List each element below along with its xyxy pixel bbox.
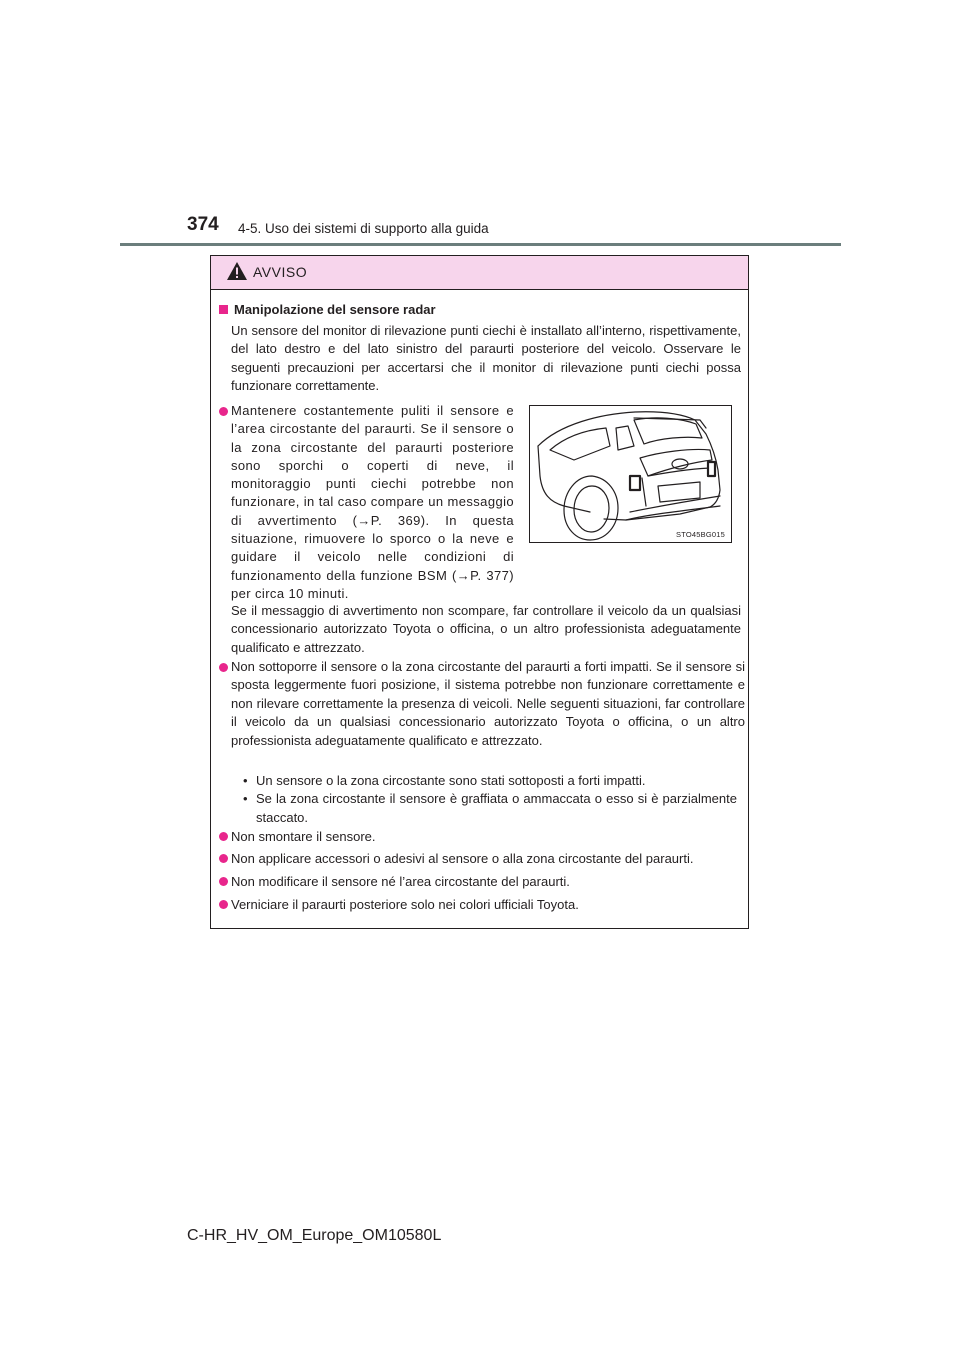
paragraph-warning-message: Se il messaggio di avvertimento non scompare, far controllare il veicolo da un qualsiasi concessionario autorizzato Toyota o officina, o un altro professionista adeguatamente qualificato e attrezzato. (231, 603, 741, 655)
figure-code: STO45BG015 (676, 530, 725, 539)
warning-header (211, 256, 748, 290)
dot-marker: • (243, 773, 248, 788)
dot-marker: • (243, 791, 248, 807)
footer-doc-code: C-HR_HV_OM_Europe_OM10580L (187, 1227, 442, 1244)
warning-box (210, 255, 749, 929)
bullet-keep-clean: Mantenere costantemente puliti il sensore e l’area circostante del paraurti. Se il sensore o la zona circostante del paraurti posteriore sono sporchi o coperti di neve, il monitoraggio punti ciechi potrebbe non funzionare, in tal caso compare un messaggio di avvertimento (→P. 369). In questa situazione, rimuovere lo sporco o la neve e guidare il veicolo nelle condizioni di funzionamento della funzione BSM (→P. 377) per circa 10 minuti. (231, 403, 514, 601)
bullet-icon (219, 832, 228, 841)
list-item-text: Un sensore o la zona circostante sono stati sottoposti a forti impatti. (256, 773, 646, 788)
warning-triangle-icon (226, 261, 248, 281)
bullet-icon (219, 900, 228, 909)
list-item-text: Se la zona circostante il sensore è graffiata o ammaccata o esso si è parzialmente staccato. (256, 791, 737, 825)
sub-list (241, 772, 737, 827)
list-item (241, 772, 737, 790)
bullet-paint-colors: Verniciare il paraurti posteriore solo nei colori ufficiali Toyota. (231, 897, 579, 912)
intro-paragraph: Un sensore del monitor di rilevazione punti ciechi è installato all’interno, rispettivamente, del lato destro e del lato sinistro del paraurti posteriore del veicolo. Osservare le seguenti precauzioni per accertarsi che il monitor di rilevazione punti ciechi possa funzionare correttamente. (231, 323, 741, 394)
bullet-icon (219, 854, 228, 863)
bullet-no-disassemble: Non smontare il sensore. (231, 829, 376, 844)
bullet-no-modify: Non modificare il sensore né l’area circostante del paraurti. (231, 874, 570, 889)
header-rule (120, 243, 841, 246)
heading-text: Manipolazione del sensore radar (234, 302, 436, 317)
list-item (241, 790, 737, 827)
figure-car-rear (529, 405, 732, 543)
page-number: 374 (187, 214, 219, 235)
bullet-icon (219, 877, 228, 886)
bullet-no-accessories: Non applicare accessori o adesivi al sensore o alla zona circostante del paraurti. (231, 851, 694, 866)
bullet-icon (219, 407, 228, 416)
warning-label: AVVISO (253, 264, 308, 280)
section-heading (219, 302, 436, 317)
square-bullet-icon (219, 305, 228, 314)
section-title: 4-5. Uso dei sistemi di supporto alla guida (238, 221, 489, 236)
bullet-icon (219, 663, 228, 672)
bullet-no-impacts: Non sottoporre il sensore o la zona circostante del paraurti a forti impatti. Se il sensore si sposta leggermente fuori posizione, il sistema potrebbe non funzionare correttamente e non rilevare correttamente la presenza di veicoli. Nelle seguenti situazioni, far controllare il veicolo da un qualsiasi concessionario autorizzato Toyota o officina, o un altro professionista adeguatamente qualificato e attrezzato. (231, 659, 745, 748)
car-rear-illustration (530, 406, 731, 542)
